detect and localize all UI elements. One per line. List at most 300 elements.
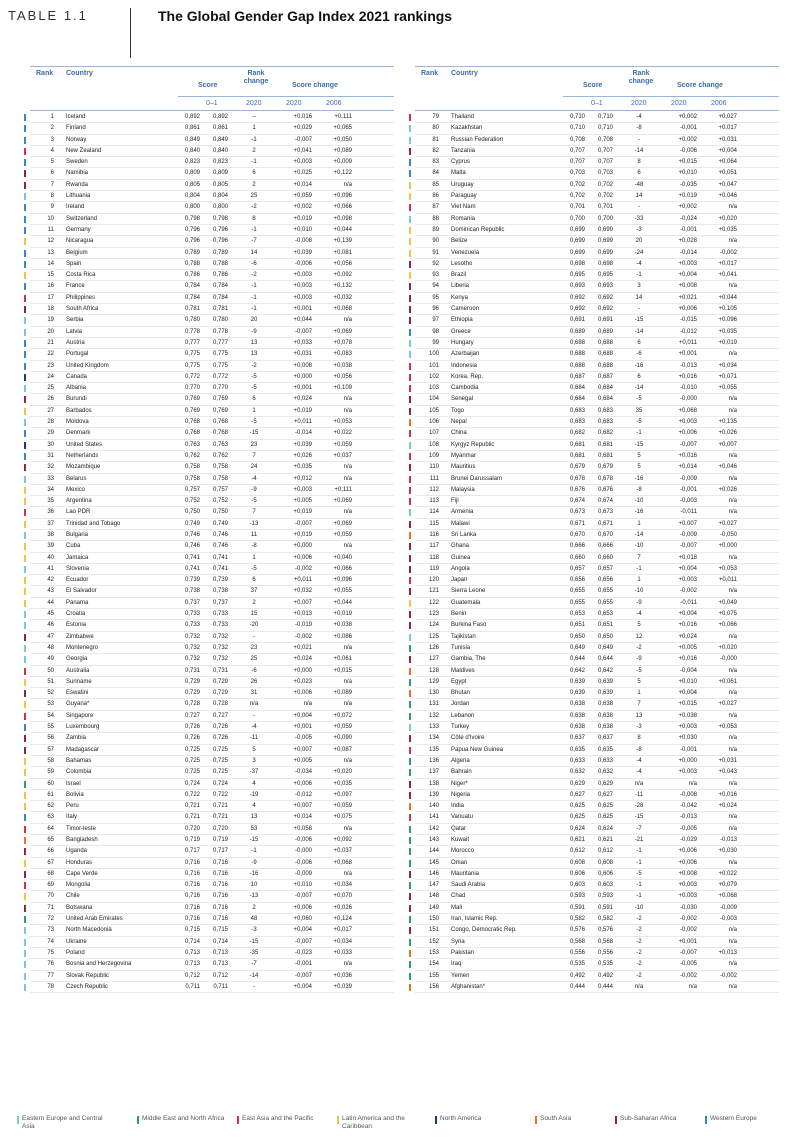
rank-cell: 80 [432,125,439,132]
score-change-2006-cell: +0,068 [718,893,737,900]
score-change-2020-cell: +0,044 [293,317,312,324]
score-change-2006-cell: +0,097 [333,791,352,798]
score-cell: 0,653 [597,611,613,618]
score-change-2006-cell: +0,068 [333,859,352,866]
score-cell: 0,768 [212,430,228,437]
rank-change-cell: -9 [251,486,257,493]
score-cell: 0,746 [184,531,200,538]
country-cell: Mauritania [451,870,480,877]
score-cell: 0,746 [212,531,228,538]
rank-cell: 94 [432,283,439,290]
score-change-2020-cell: +0,012 [293,475,312,482]
score-cell: 0,726 [212,724,228,731]
score-change-2006-cell: n/a [343,407,352,414]
score-change-2020-cell: -0,006 [679,147,697,154]
country-cell: El Salvador [66,588,97,595]
score-cell: 0,639 [569,678,585,685]
region-marker [24,261,26,268]
table-row [30,790,394,801]
region-marker [409,769,411,776]
rank-cell: 93 [432,272,439,279]
score-cell: 0,635 [597,746,613,753]
rank-change-cell: 6 [252,577,256,584]
rank-change-cell: -7 [251,238,257,245]
score-change-2020-cell: +0,008 [293,362,312,369]
country-cell: Armenia [451,509,474,516]
score-change-2020-cell: -0,007 [294,520,312,527]
score-cell: 0,535 [597,961,613,968]
region-marker [24,340,26,347]
score-cell: 0,721 [212,814,228,821]
rank-cell: 134 [428,735,439,742]
country-header: Country [66,70,93,77]
table-row [415,417,779,428]
table-row [415,699,779,710]
score-change-2006-cell: +0,046 [718,193,737,200]
score-change-2020-cell: +0,004 [293,712,312,719]
country-cell: Ghana [451,543,470,550]
rank-change-cell: 13 [250,814,258,821]
score-cell: 0,655 [597,599,613,606]
score-cell: 0,492 [569,972,585,979]
score-change-2006-cell: n/a [728,475,737,482]
score-cell: 0,757 [184,486,200,493]
country-cell: Barbados [66,407,92,414]
score-cell: 0,638 [569,701,585,708]
score-change-2006-cell: +0,059 [333,531,352,538]
legend-swatch [337,1116,339,1124]
score-change-2020-cell: +0,004 [293,927,312,934]
region-marker [409,656,411,663]
region-marker [24,487,26,494]
country-cell: Namibia [66,170,89,177]
region-marker [24,159,26,166]
rank-change-cell: -10 [634,588,644,595]
score-change-2020-cell: +0,016 [678,452,697,459]
rank-cell: 16 [47,283,54,290]
score-change-2006-cell: n/a [343,464,352,471]
country-cell: Norway [66,136,87,143]
score-cell: 0,650 [569,633,585,640]
country-cell: Panama [66,599,89,606]
rank-change-cell: -24 [634,249,644,256]
region-marker [24,283,26,290]
score-cell: 0,798 [212,215,228,222]
region-marker [409,577,411,584]
table-row [30,485,394,496]
table-row [30,361,394,372]
score-change-2020-cell: +0,024 [678,633,697,640]
score-change-2006-cell: +0,020 [718,215,737,222]
score-cell: 0,695 [597,272,613,279]
table-row [415,214,779,225]
region-marker [409,476,411,483]
table-row [30,891,394,902]
score-cell: 0,772 [184,373,200,380]
score-change-2006-cell: +0,066 [333,565,352,572]
rank-cell: 57 [47,746,54,753]
score-cell: 0,683 [597,407,613,414]
score-change-2020-cell: +0,006 [678,306,697,313]
score-change-2006-cell: +0,011 [718,577,737,584]
score-change-2020-cell: +0,024 [293,656,312,663]
rank-change-cell: 6 [252,396,256,403]
region-marker [24,532,26,539]
rank-change-cell: 31 [250,690,258,697]
country-cell: North Macedonia [66,927,112,934]
table-row [415,507,779,518]
table-row [415,225,779,236]
region-marker [409,973,411,980]
rank-cell: 117 [429,543,439,550]
score-cell: 0,681 [597,441,613,448]
table-row [30,440,394,451]
country-cell: Montenegro [66,644,99,651]
country-cell: Georgia [66,656,88,663]
score-change-2006-cell: +0,072 [333,712,352,719]
table-row [415,180,779,191]
region-marker [409,498,411,505]
country-cell: Bolivia [66,791,84,798]
score-cell: 0,731 [212,667,228,674]
score-change-2006-cell: n/a [728,961,737,968]
table-row [30,248,394,259]
rank-change-cell: -1 [636,859,642,866]
score-cell: 0,712 [212,972,228,979]
country-cell: Chile [66,893,80,900]
rank-cell: 17 [47,294,54,301]
score-change-2020-cell: -0,007 [294,328,312,335]
rank-cell: 12 [47,238,54,245]
table-row [415,248,779,259]
table-row [415,564,779,575]
table-row [415,858,779,869]
score-change-2006-cell: -0,013 [719,837,737,843]
rank-change-cell: -5 [636,667,642,674]
country-cell: Timor-leste [66,825,96,832]
legend-label: Eastern Europe and Central Asia [22,1115,103,1130]
score-change-2006-cell: +0,016 [718,791,737,798]
region-marker [24,984,26,991]
score-change-2020-cell: n/a [688,780,697,787]
rank-cell: 38 [47,531,54,538]
region-marker [409,125,411,132]
score-change-2006-cell: n/a [728,283,737,290]
table-row [30,496,394,507]
score-cell: 0,769 [184,396,200,403]
region-marker [409,374,411,381]
score-cell: 0,678 [569,475,585,482]
score-change-2006-cell: n/a [728,407,737,414]
rank-change-cell: -9 [251,859,257,866]
rank-change-cell: -1 [251,136,257,143]
country-cell: Malawi [451,520,470,527]
score-change-2006-cell: +0,139 [333,238,352,245]
rank-change-cell: 20 [250,317,258,324]
rank-cell: 66 [47,848,54,855]
score-cell: 0,861 [212,125,228,132]
score-cell: 0,671 [569,520,585,527]
rank-change-cell: -37 [249,769,259,776]
table-row [30,756,394,767]
score-change-2020-cell: +0,000 [678,757,697,764]
region-marker [24,905,26,912]
table-row [30,372,394,383]
score-change-2020-cell: +0,004 [678,272,697,279]
score-cell: 0,892 [212,114,228,120]
score-cell: 0,719 [184,837,200,843]
score-cell: 0,713 [212,949,228,956]
country-cell: Afghanistan* [451,983,486,990]
score-cell: 0,892 [184,114,200,120]
country-cell: Senegal [451,396,474,403]
score-cell: 0,638 [569,712,585,719]
country-cell: Argentina [66,498,92,505]
score-cell: 0,649 [569,644,585,651]
region-marker [409,159,411,166]
table-row [30,937,394,948]
table-row [415,293,779,304]
table-row [30,880,394,891]
country-cell: Suriname [66,678,92,685]
rank-change-cell: -4 [636,611,642,618]
score-change-2006-cell: n/a [343,509,352,516]
region-marker [409,826,411,833]
score-change-2020-cell: -0,001 [679,746,697,753]
rank-change-cell: - [253,633,255,640]
score-cell: 0,688 [569,362,585,369]
score-change-2020-cell: +0,010 [678,678,697,685]
score-change-2006-cell: +0,064 [718,159,737,166]
legend-label: South Asia [540,1115,572,1122]
table-row [30,575,394,586]
region-marker [24,430,26,437]
score-change-2020-cell: -0,010 [679,385,697,392]
rank-change-cell: -1 [251,159,257,166]
country-cell: Cyprus [451,159,471,166]
score-change-2006-cell: n/a [343,181,352,188]
region-marker [409,396,411,403]
country-cell: Oman [451,859,468,866]
score-change-2006-cell: +0,124 [333,916,352,923]
score-cell: 0,638 [597,712,613,719]
region-marker [409,871,411,878]
table-row [415,722,779,733]
score-change-2020-cell: +0,068 [678,407,697,414]
score-change-2020-cell: -0,006 [294,837,312,843]
score-change-2006-cell: +0,122 [333,170,352,177]
score-change-2020-cell: +0,003 [293,294,312,301]
table-row [30,394,394,405]
region-marker [409,543,411,550]
score-cell: 0,733 [212,622,228,629]
score-change-2006-cell: +0,027 [718,114,737,120]
region-marker [409,882,411,889]
score-change-2020-cell: -0,001 [679,226,697,233]
score-change-2020-cell: +0,015 [678,159,697,166]
country-cell: Philippines [66,294,96,301]
country-cell: Tanzania [451,147,476,154]
table-row [415,530,779,541]
country-cell: Dominican Republic [451,226,505,233]
score-change-2020-cell: +0,006 [678,859,697,866]
score-change-2006-cell: +0,039 [333,983,352,990]
region-marker [24,295,26,302]
region-marker [24,137,26,144]
rank-cell: 154 [428,961,439,968]
rank-cell: 2 [50,125,54,132]
score-change-2020-cell: +0,029 [293,125,312,132]
score-change-2006-cell: +0,083 [333,351,352,358]
table-row [415,959,779,970]
score-cell: 0,768 [212,419,228,426]
score-cell: 0,671 [597,520,613,527]
score-cell: 0,805 [184,181,200,188]
score-change-2020-cell: +0,007 [293,746,312,753]
rank-change-cell: - [638,204,640,211]
score-cell: 0,725 [184,746,200,753]
score-change-2020-cell: +0,014 [678,464,697,471]
score-cell: 0,725 [212,757,228,764]
score-change-2020-cell: +0,021 [293,644,312,651]
score-cell: 0,725 [212,769,228,776]
score-cell: 0,798 [184,215,200,222]
country-cell: Luxembourg [66,724,100,731]
score-cell: 0,778 [212,328,228,335]
table-row [415,620,779,631]
score-cell: 0,758 [184,464,200,471]
rank-cell: 82 [432,147,439,154]
score-cell: 0,749 [212,520,228,527]
score-cell: 0,492 [597,972,613,979]
country-cell: Turkey [451,724,470,731]
table-body-right [415,112,779,993]
score-change-2006-cell: n/a [343,678,352,685]
table-row [30,654,394,665]
score-cell: 0,624 [597,825,613,832]
country-cell: Denmark [66,430,91,437]
score-cell: 0,684 [597,396,613,403]
rank-change-cell: 1 [637,690,641,697]
score-change-2006-cell: +0,059 [333,803,352,810]
score-cell: 0,770 [212,385,228,392]
score-cell: 0,716 [212,916,228,923]
score-cell: 0,692 [597,306,613,313]
rank-change-cell: -15 [634,814,644,821]
score-cell: 0,804 [184,193,200,200]
country-cell: Guyana* [66,701,90,708]
country-cell: Jordan [451,701,470,708]
country-cell: Chad [451,893,466,900]
region-marker [24,385,26,392]
score-change-2006-cell: +0,059 [333,441,352,448]
table-row [30,643,394,654]
score-cell: 0,624 [569,825,585,832]
table-row [30,462,394,473]
score-cell: 0,710 [597,114,613,120]
rank-cell: 96 [432,306,439,313]
table-row [415,971,779,982]
rank-cell: 92 [432,260,439,267]
score-cell: 0,716 [212,893,228,900]
score-change-2020-cell: +0,038 [678,712,697,719]
score-cell: 0,702 [569,181,585,188]
legend-item [620,1115,712,1123]
rank-change-cell: 1 [637,520,641,527]
region-marker [409,860,411,867]
rank-cell: 127 [428,656,439,663]
rank-cell: 23 [47,362,54,369]
country-cell: Uganda [66,848,88,855]
rank-change-cell: – [252,114,256,120]
score-cell: 0,715 [184,927,200,934]
rank-change-cell: -4 [636,769,642,776]
rank-cell: 76 [47,961,54,968]
rank-change-sub: 2020 [246,100,262,107]
score-change-2006-cell: +0,098 [333,215,352,222]
rank-change-cell: 6 [252,170,256,177]
score-cell: 0,655 [597,588,613,595]
score-cell: 0,612 [569,848,585,855]
score-change-2020-cell: +0,010 [678,170,697,177]
rank-change-cell: -2 [251,204,257,211]
table-row [30,225,394,236]
region-marker [24,555,26,562]
table-row [415,202,779,213]
region-marker [24,250,26,257]
score-cell: 0,722 [184,791,200,798]
sub-rule [563,96,779,97]
rank-cell: 15 [47,272,54,279]
country-cell: Pakistan [451,949,475,956]
score-cell: 0,729 [184,678,200,685]
table-row [415,914,779,925]
rank-change-cell: -8 [636,746,642,753]
rank-cell: 146 [428,870,439,877]
score-cell: 0,727 [212,712,228,719]
score-change-2020-cell: +0,016 [678,656,697,663]
score-change-2006-cell: +0,089 [333,147,352,154]
region-marker [24,916,26,923]
region-marker [24,374,26,381]
rank-cell: 102 [428,373,439,380]
region-marker [409,781,411,788]
region-marker [24,193,26,200]
score-change-2020-cell: +0,006 [678,848,697,855]
sub-rule [178,96,394,97]
score-change-2020-cell: +0,003 [678,893,697,900]
legend-label: Latin America and the Caribbean [342,1115,405,1130]
score-change-2006-cell: +0,017 [718,125,737,132]
score-cell: 0,777 [184,339,200,346]
region-marker [409,227,411,234]
score-change-2006-cell: +0,017 [333,927,352,934]
region-marker [24,679,26,686]
country-cell: Moldova [66,419,89,426]
score-change-2006-cell: +0,019 [333,611,352,618]
region-marker [409,600,411,607]
rank-change-cell: -10 [634,904,644,911]
header-bottom-rule [415,110,779,111]
region-marker [409,385,411,392]
score-cell: 0,650 [597,633,613,640]
rank-change-cell: 1 [252,125,256,132]
score-cell: 0,716 [184,916,200,923]
region-marker [24,351,26,358]
region-marker [409,487,411,494]
country-cell: Colombia [66,769,92,776]
score-cell: 0,758 [184,475,200,482]
